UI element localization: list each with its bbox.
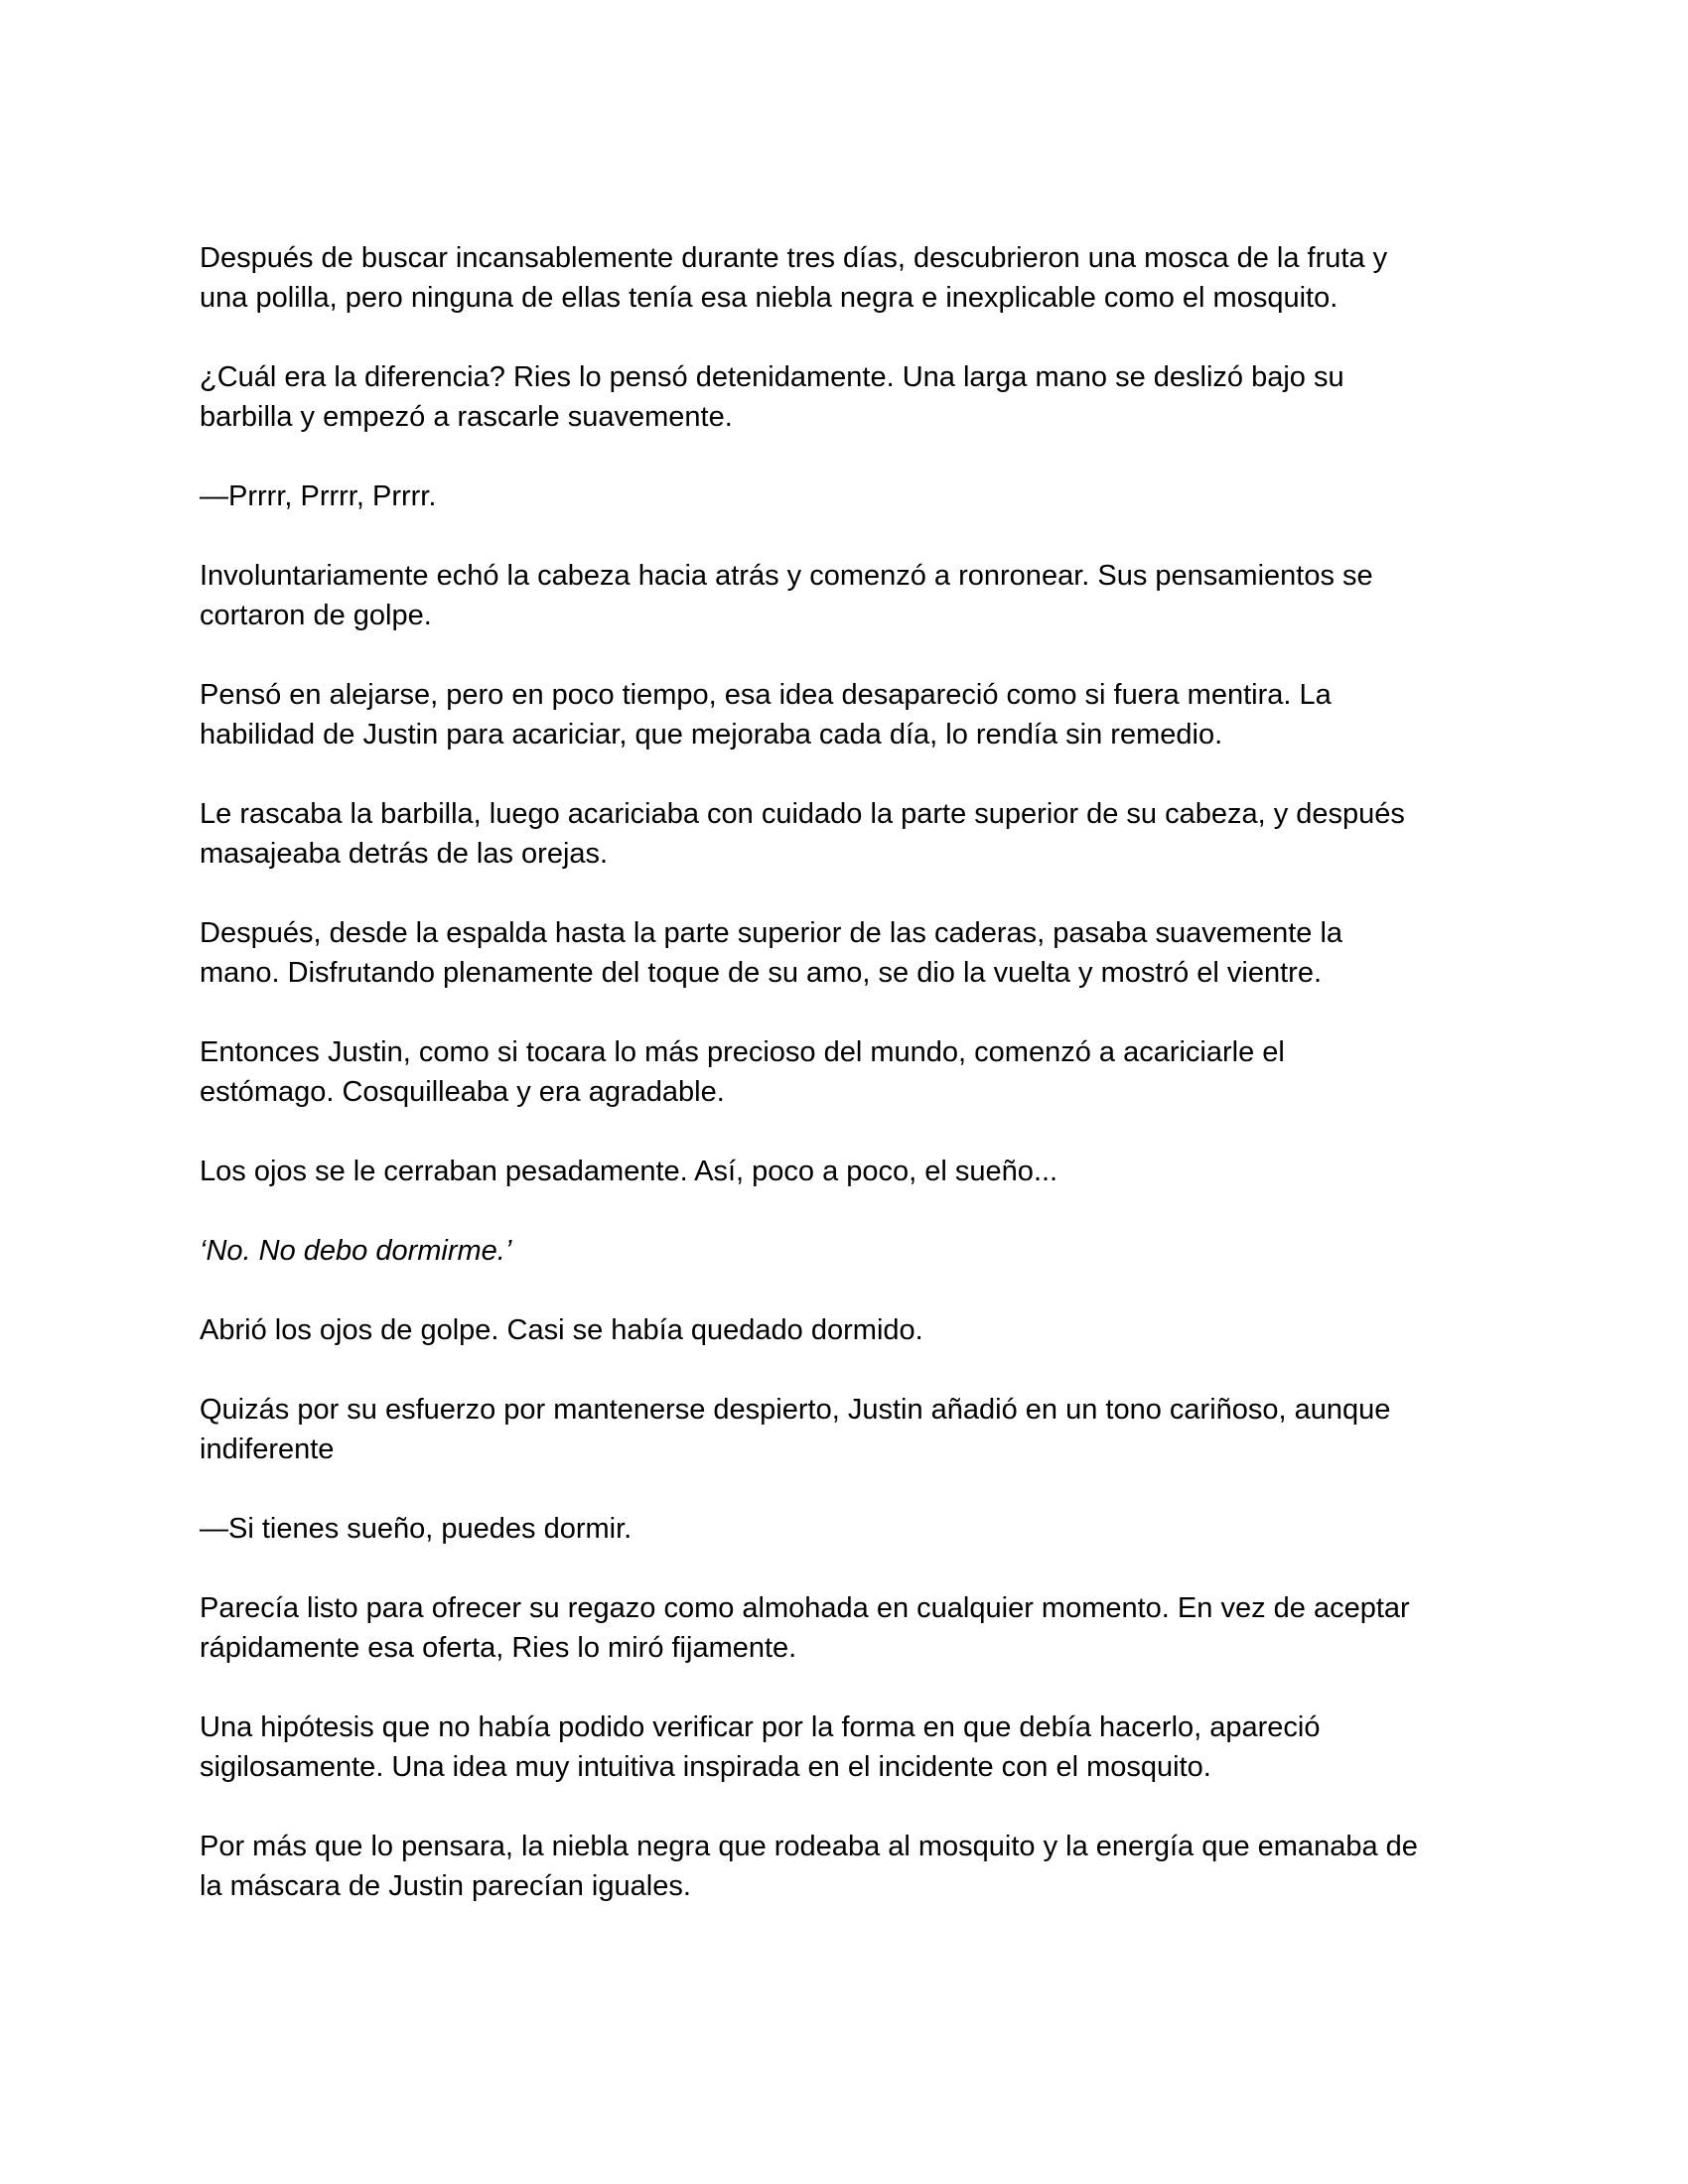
text-line: Entonces Justin, como si tocara lo más precioso del mundo, comenzó a acariciarle el xyxy=(200,1036,1285,1068)
text-line: Pensó en alejarse, pero en poco tiempo, esa idea desapareció como si fuera mentira. La xyxy=(200,679,1332,711)
text-line: Abrió los ojos de golpe. Casi se había quedado dormido. xyxy=(200,1314,923,1346)
text-line: barbilla y empezó a rascarle suavemente. xyxy=(200,401,733,433)
text-line: ¿Cuál era la diferencia? Ries lo pensó detenidamente. Una larga mano se deslizó bajo su xyxy=(200,361,1344,393)
paragraph xyxy=(200,1390,1500,1469)
paragraph xyxy=(200,913,1500,993)
text-line: sigilosamente. Una idea muy intuitiva inspirada en el incidente con el mosquito. xyxy=(200,1751,1211,1783)
paragraph-inner-thought xyxy=(200,1231,1500,1271)
text-line: —Prrrr, Prrrr, Prrrr. xyxy=(200,480,437,512)
text-line: Le rascaba la barbilla, luego acariciaba con cuidado la parte superior de su cabeza, y después xyxy=(200,798,1405,830)
paragraph xyxy=(200,1152,1500,1191)
text-line: Los ojos se le cerraban pesadamente. Así, poco a poco, el sueño... xyxy=(200,1156,1058,1187)
text-line: Después de buscar incansablemente durante tres días, descubrieron una mosca de la fruta y xyxy=(200,242,1388,274)
paragraph xyxy=(200,1310,1500,1350)
paragraph xyxy=(200,794,1500,874)
text-line: Después, desde la espalda hasta la parte superior de las caderas, pasaba suavemente la xyxy=(200,917,1343,949)
paragraph xyxy=(200,357,1500,437)
paragraph xyxy=(200,1588,1500,1668)
text-line: habilidad de Justin para acariciar, que mejoraba cada día, lo rendía sin remedio. xyxy=(200,719,1223,751)
text-line: mano. Disfrutando plenamente del toque de su amo, se dio la vuelta y mostró el vientre. xyxy=(200,957,1323,989)
paragraph xyxy=(200,1827,1500,1906)
text-line: —Si tienes sueño, puedes dormir. xyxy=(200,1513,633,1545)
text-line: masajeaba detrás de las orejas. xyxy=(200,838,609,870)
paragraph-dialogue xyxy=(200,477,1500,516)
text-line: Involuntariamente echó la cabeza hacia atrás y comenzó a ronronear. Sus pensamientos se xyxy=(200,560,1373,592)
text-line: Parecía listo para ofrecer su regazo como almohada en cualquier momento. En vez de aceptar xyxy=(200,1592,1410,1624)
paragraph xyxy=(200,238,1500,318)
text-line: Por más que lo pensara, la niebla negra que rodeaba al mosquito y la energía que emanaba de xyxy=(200,1831,1418,1862)
text-line: Una hipótesis que no había podido verificar por la forma en que debía hacerlo, apareció xyxy=(200,1711,1321,1743)
text-line: rápidamente esa oferta, Ries lo miró fijamente. xyxy=(200,1632,797,1664)
paragraph xyxy=(200,675,1500,754)
text-line: la máscara de Justin parecían iguales. xyxy=(200,1870,691,1902)
text-line: Quizás por su esfuerzo por mantenerse despierto, Justin añadió en un tono cariñoso, aunque xyxy=(200,1394,1391,1426)
text-line: ‘No. No debo dormirme.’ xyxy=(200,1235,512,1267)
text-line: estómago. Cosquilleaba y era agradable. xyxy=(200,1076,725,1108)
text-line: indiferente xyxy=(200,1433,335,1465)
paragraph xyxy=(200,1032,1500,1112)
paragraph xyxy=(200,1707,1500,1787)
text-line: cortaron de golpe. xyxy=(200,600,432,631)
paragraph xyxy=(200,556,1500,635)
paragraph-dialogue xyxy=(200,1509,1500,1549)
text-line: una polilla, pero ninguna de ellas tenía esa niebla negra e inexplicable como el mosquito. xyxy=(200,282,1338,314)
text-content xyxy=(200,238,1500,1906)
